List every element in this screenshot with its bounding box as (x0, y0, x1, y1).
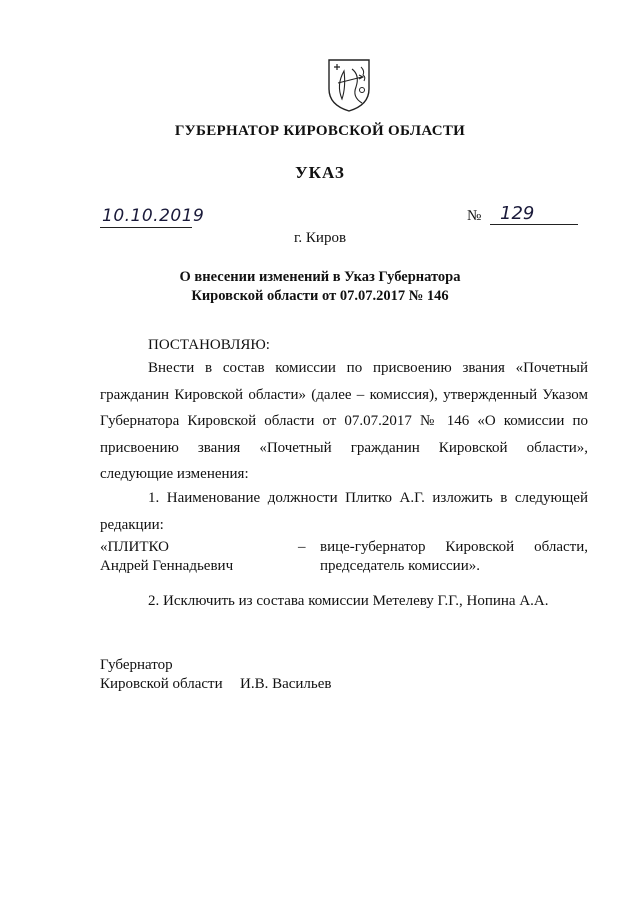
signature-role-line-2: Кировской области (100, 676, 223, 692)
paragraph-main: Внести в состав комиссии по присвоению звания «Почетный гражданин Кировской области» (далее – комиссия), утвержденный Указом Губернатора Кировской области от 07.07.2017 № 146 «О комиссии по присвоению звания «Почетный гражданин Кировской области», следующие изменения: (100, 360, 588, 482)
decree-subject (0, 268, 640, 306)
number-sign: № (467, 208, 482, 224)
member-name: Андрей Геннадьевич (100, 558, 234, 574)
paragraph-item-1: 1. Наименование должности Плитко А.Г. изложить в следующей редакции: (100, 490, 588, 533)
kirov-coat-of-arms-icon (326, 57, 372, 113)
decree-heading: ПОСТАНОВЛЯЮ: (148, 337, 270, 353)
issue-city: г. Киров (293, 230, 347, 246)
subject-line-2: Кировской области от 07.07.2017 № 146 (191, 288, 449, 304)
date-underline (100, 227, 192, 228)
decree-number: 129 (500, 203, 535, 224)
document-type: УКАЗ (295, 163, 345, 182)
number-underline (490, 224, 578, 225)
member-position-line-1: вице-губернатор Кировской области, (320, 539, 588, 555)
signature-role-line-1: Губернатор (100, 657, 173, 673)
signature-name: И.В. Васильев (240, 676, 332, 692)
paragraph-item-2: 2. Исключить из состава комиссии Метелеву Г.Г., Нопина А.А. (148, 593, 549, 609)
member-position-line-2: председатель комиссии». (320, 558, 480, 574)
member-dash: – (298, 539, 306, 555)
decree-date: 10.10.2019 (102, 206, 205, 226)
member-surname: «ПЛИТКО (100, 539, 169, 555)
subject-line-1: О внесении изменений в Указ Губернатора (179, 269, 461, 285)
authority-title: ГУБЕРНАТОР КИРОВСКОЙ ОБЛАСТИ (174, 123, 466, 139)
